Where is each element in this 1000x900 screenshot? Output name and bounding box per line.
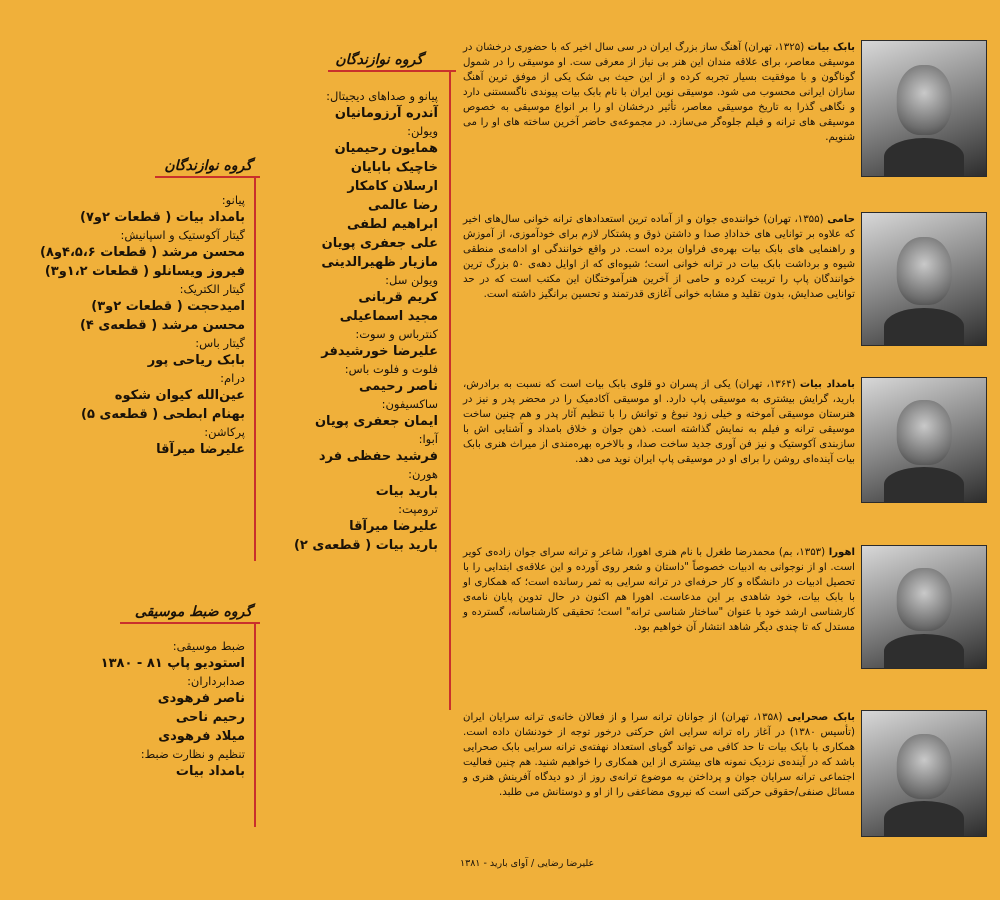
role-label: ویولن: (407, 124, 438, 138)
role-label: پرکاشن: (204, 425, 245, 439)
bio-body: از جوانان ترانه سرا و از فعالان خانه‌ی ترانه سرایان ایران (تأسیس ۱۳۸۰) در آغاز راه ترانه سرایی اش حرکتی درخور توجه از خودنشان داده است. همکاری با بابک بیات تا حد کافی می تواند گویای استعداد نهفته‌ی ترانه سرایی بابک صحرایی باشد که در آینده‌ی نزدیک نمونه های بیشتری از این همکاری را خواهیم شنید. هم چنین فعالیت اجتماعی ترانه سرایان جوان و پرداختن به موضوع ترانه‌ی روز از دو دیدگاه آفرینش هنری و مسائل صنفی/حقوقی حرکتی است که نیروی مضاعفی را از او و دوستانش می طلبد. (463, 712, 855, 798)
person-name: مجید اسماعیلی (339, 309, 438, 324)
left-credits (20, 192, 245, 459)
person-name: استودیو پاپ ۸۱ - ۱۳۸۰ (100, 656, 245, 671)
role-label: فلوت و فلوت باس: (344, 362, 438, 376)
credit-section (238, 431, 438, 466)
person-name: ارسلان کامکار (347, 179, 438, 194)
credit-section (20, 424, 245, 459)
recording-group-title: گروه ضبط موسیقی (134, 604, 252, 620)
person-name: بامداد بیات ( قطعات ۲و۷) (79, 210, 245, 225)
bio-entry (462, 212, 987, 352)
role-label: پیانو و صداهای دیجیتال: (326, 89, 438, 103)
middle-group-vline (449, 70, 451, 710)
bio-body: آهنگ ساز بزرگ ایران در سی سال اخیر که با حضوری درخشان در موسیقی معاصر، برای علاقه مندان این هنر بی نیاز از معرفی ست. او موسیقی را در شمول گوناگون و با موفقیت بسیار تجربه کرده و از این حیث بی شک یکی از موفق ترین آهنگ سازان ایرانی محسوب می شود. موسیقی نوین ایران با نام بابک بیات پیوندی ناگسستنی دارد و نگاهی گذرا به تاریخ موسیقی معاصر، تأثیر درخشان او را بر انواع موسیقی به خصوص موسیقی های ترانه و فیلم جلوه‌گر می‌سازد. در مجموعه‌ی حاضر آخرین ساخته های او را می شنویم. (463, 42, 855, 143)
bio-entry (462, 377, 987, 517)
person-name: بارید بیات ( قطعه‌ی ۲) (293, 538, 438, 553)
credit-section (20, 673, 245, 746)
bio-meta: (۱۳۲۵، تهران) (741, 42, 808, 53)
credit-section (20, 227, 245, 281)
person-name: عین‌الله کیوان شکوه (114, 388, 245, 403)
credit-section (20, 192, 245, 227)
person-name: مازیار ظهیرالدینی (321, 255, 438, 270)
signature-line: علیرضا رضایی / آوای بارید - ۱۳۸۱ (460, 858, 595, 869)
person-name: ابراهیم لطفی (347, 217, 438, 232)
bio-meta: (۱۳۵۵، تهران) (759, 214, 828, 225)
credit-section (238, 396, 438, 431)
person-name: رحیم ناحی (175, 710, 245, 725)
role-label: تنظیم و نظارت ضبط: (140, 747, 245, 761)
recording-group-vline (254, 622, 256, 827)
bio-text (463, 377, 855, 467)
person-name: خاچیک بابایان (350, 160, 438, 175)
role-label: درام: (220, 371, 245, 385)
person-name: رضا عالمی (368, 198, 438, 213)
bio-body: یکی از پسران دو قلوی بابک بیات است که نسبت به برادرش، بارید، گرایش بیشتری به موسیقی پاپ دارد. او موسیقی آکادمیک را در محضر پدر و نیز در هنرستان موسیقی آموخته و خیلی زود نبوغ و توانش را با تنظیم آثار پدر و هم چنین ساخت موسیقی ترانه و فیلم به نمایش گذاشته است. ذهن جوان و خلاق بامداد و آشنایی اش با سازبندی آکوستیک و نیز فن آوری جدید ساخت صدا، و بالاخره بهره‌مندی از میراث هنری بابک بیات آینده‌ای روشن را برای او در موسیقی پاپ ایران نوید می دهد. (463, 379, 855, 465)
bio-text (463, 212, 855, 302)
person-name: ناصر رحیمی (359, 379, 438, 394)
portrait-photo (861, 212, 987, 346)
credit-section (20, 638, 245, 673)
portrait-photo (861, 377, 987, 503)
person-name: فرشید حفظی فرد (318, 449, 438, 464)
person-name: علی جعفری پویان (321, 236, 438, 251)
credit-section (238, 466, 438, 501)
person-name: علیرضا خورشیدفر (321, 344, 438, 359)
role-label: پیانو: (221, 193, 245, 207)
person-name: علیرضا میرآقا (349, 519, 438, 534)
role-label: ترومپت: (398, 502, 438, 516)
role-label: گیتار باس: (195, 336, 245, 350)
portrait-photo (861, 40, 987, 177)
role-label: صدابرداران: (187, 674, 245, 688)
bio-meta: (۱۳۵۳، بم) (775, 547, 829, 558)
credit-section (238, 88, 438, 123)
bio-name: حامی (827, 214, 855, 225)
bio-name: بابک صحرایی (787, 712, 855, 723)
credit-section (20, 335, 245, 370)
role-label: هورن: (408, 467, 438, 481)
person-name: ناصر فرهودی (157, 691, 245, 706)
person-name: کریم قربانی (358, 290, 438, 305)
bio-text (463, 710, 855, 800)
person-name: فیروز ویسانلو ( قطعات ۱،۲و۳) (44, 264, 245, 279)
role-label: ساکسیفون: (381, 397, 438, 411)
bio-meta: (۱۳۵۸، تهران) (716, 712, 788, 723)
left-group-hline (155, 176, 260, 178)
bio-name: بامداد بیات (799, 379, 856, 390)
role-label: آبوا: (418, 432, 438, 446)
middle-group-hline (328, 70, 456, 72)
portrait-photo (861, 545, 987, 669)
credit-section (238, 123, 438, 272)
role-label: گیتار آکوستیک و اسپانیش: (120, 228, 245, 242)
person-name: امیدحجت ( قطعات ۲و۳) (91, 299, 245, 314)
person-name: میلاد فرهودی (158, 729, 245, 744)
bio-name: اهورا (828, 547, 856, 558)
credit-section (20, 370, 245, 424)
bio-body: خواننده‌ی جوان و از آماده ترین استعدادهای ترانه خوانی سال‌های اخیر که علاوه بر توانایی های خدادادِ صدا و داشتن ذوق و پشتکار لازم برای خودآموزی، از آموزش و راهنمایی های بابک بیات بهره‌ی فراوان برده است. در واقع خوانندگی او ادامه‌ی منطقی شیوه و برداشت بابک بیات در ترانه خوانی است؛ شیوه‌ای که از اوایل دهه‌ی ۵۰ بزرگ ترین خوانندگان پاپ را تربیت کرده و حامی از آخرین هنرآموختگان این مکتب است که در حد توانایی صدایش، بدون تقلید و مشابه خوانی آغازی قدرتمند و تحسین برانگیز داشته است. (463, 214, 855, 300)
recording-group-hline (120, 622, 260, 624)
person-name: محسن مرشد ( قطعه‌ی ۴) (79, 318, 245, 333)
bio-name: بابک بیات (807, 42, 855, 53)
left-group-vline (254, 176, 256, 561)
person-name: بارید بیات (375, 484, 438, 499)
person-name: بابک ریاحی پور (147, 353, 245, 368)
portrait-photo (861, 710, 987, 837)
credit-section (238, 361, 438, 396)
bio-entry (462, 40, 987, 180)
person-name: علیرضا میرآقا (156, 442, 245, 457)
role-label: ضبط موسیقی: (172, 639, 245, 653)
person-name: ایمان جعفری پویان (314, 414, 438, 429)
credit-section (238, 501, 438, 555)
person-name: محسن مرشد ( قطعات ۴،۵،۶و۸) (40, 245, 245, 260)
bio-text (463, 545, 855, 635)
middle-group-title: گروه نوازندگان (335, 52, 423, 68)
credit-section (238, 326, 438, 361)
bio-entry (462, 545, 987, 685)
credit-section (20, 746, 245, 781)
bio-body: محمدرضا طغرل با نام هنری اهورا، شاعر و ترانه سرای جوان زاده‌ی کویر است. او از نوجوانی به ادبیات خصوصاً "داستان و شعر روی آورده و این علاقه‌ی ابتدایی را با تحصیل ادبیات در دانشگاه و کار حرفه‌ای در ترانه سرایی به ثمر رسانده است؛ که همکاری او با بابک بیات، خود شاهدی بر این مدعاست. اهورا هم اکنون در حال تدوین پایان نامه‌ی کارشناسی ارشد خود با عنوان "ساختار شناسی ترانه" است؛ تحقیقی کارشناسانه، گسترده و مستدل که تا چندی دیگر شاهد انتشار آن خواهیم بود. (463, 547, 855, 633)
person-name: آندره آرزومانیان (334, 106, 438, 121)
recording-credits (20, 638, 245, 781)
bio-text (463, 40, 855, 145)
person-name: همایون رحیمیان (334, 141, 438, 156)
role-label: گیتار الکتریک: (179, 282, 245, 296)
bio-meta: (۱۳۶۴، تهران) (730, 379, 800, 390)
credit-section (238, 272, 438, 326)
bio-entry (462, 710, 987, 850)
credit-section (20, 281, 245, 335)
role-label: کنترباس و سوت: (355, 327, 438, 341)
person-name: بامداد بیات (175, 764, 245, 779)
person-name: بهنام ابطحی ( قطعه‌ی ۵) (81, 407, 245, 422)
middle-credits (238, 88, 438, 555)
left-group-title: گروه نوازندگان (164, 158, 252, 174)
role-label: ویولن سل: (385, 273, 438, 287)
